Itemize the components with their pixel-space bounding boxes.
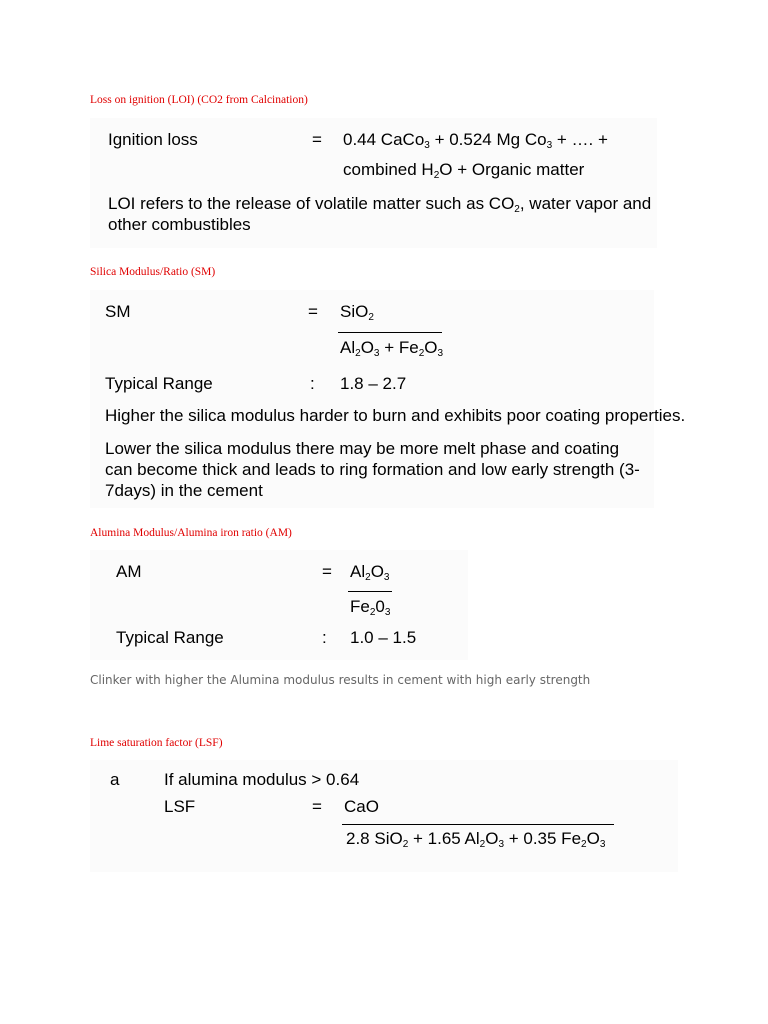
am-fraction-line <box>348 591 392 592</box>
am-note: Clinker with higher the Alumina modulus results in cement with high early strength <box>90 673 591 687</box>
am-panel <box>90 550 468 660</box>
heading-lsf: Lime saturation factor (LSF) <box>90 737 223 749</box>
lsf-equals: = <box>312 797 322 816</box>
lsf-item-marker: a <box>110 770 120 789</box>
sm-denominator: $Al_2O_3 + Fe_2O_3$ <box>340 338 444 359</box>
sm-panel <box>90 290 686 508</box>
heading-sm: Silica Modulus/Ratio (SM) <box>90 266 216 278</box>
sm-range-value: 1.8 – 2.7 <box>340 374 407 393</box>
lsf-panel <box>90 760 678 872</box>
loi-label: Ignition loss <box>108 130 198 149</box>
sm-label: SM <box>105 302 131 321</box>
lsf-fraction-line <box>342 824 614 825</box>
sm-numerator: SiO$_2$ <box>340 302 374 323</box>
sm-range-colon: : <box>310 374 315 393</box>
sm-equals: = <box>308 302 318 321</box>
am-numerator: $Al_2O_3$ <box>350 562 390 583</box>
am-range-colon: : <box>322 628 327 647</box>
am-label: AM <box>116 562 142 581</box>
am-range-label: Typical Range <box>116 628 224 647</box>
am-equals: = <box>322 562 332 581</box>
loi-description-line1: LOI refers to the release of volatile matter such as $CO_2$, water vapor and <box>108 194 652 215</box>
sm-range-label: Typical Range <box>105 374 213 393</box>
sm-text-lower-line2: can become thick and leads to ring formation and low early strength (3- <box>105 460 640 479</box>
loi-description-line2: other combustibles <box>108 215 251 234</box>
sm-fraction-line <box>338 332 442 333</box>
sm-text-higher: Higher the silica modulus harder to burn and exhibits poor coating properties. <box>105 406 686 425</box>
am-range-value: 1.0 – 1.5 <box>350 628 417 647</box>
sm-text-lower-line3: 7days) in the cement <box>105 481 263 500</box>
am-denominator: $Fe_20_3$ <box>350 597 391 618</box>
heading-loi: Loss on ignition (LOI) (CO2 from Calcination) <box>90 94 308 106</box>
loi-formula-line1: 0.44 CaCo$_3$ + 0.524 Mg $Co_3$ + …. + <box>343 130 608 151</box>
loi-equals: = <box>312 130 322 149</box>
lsf-condition: If alumina modulus > 0.64 <box>164 770 360 789</box>
lsf-numerator: CaO <box>344 797 379 816</box>
heading-am: Alumina Modulus/Alumina iron ratio (AM) <box>90 527 292 539</box>
sm-text-lower-line1: Lower the silica modulus there may be more melt phase and coating <box>105 439 620 458</box>
loi-panel <box>90 118 657 248</box>
loi-formula-line2: combined $H_2O$ + Organic matter <box>343 160 585 181</box>
lsf-label: LSF <box>164 797 196 816</box>
lsf-denominator: 2.8 SiO$_2$ + 1.65 $Al_2O_3 + 0.35$ $Fe_2O_3$ <box>346 829 606 850</box>
